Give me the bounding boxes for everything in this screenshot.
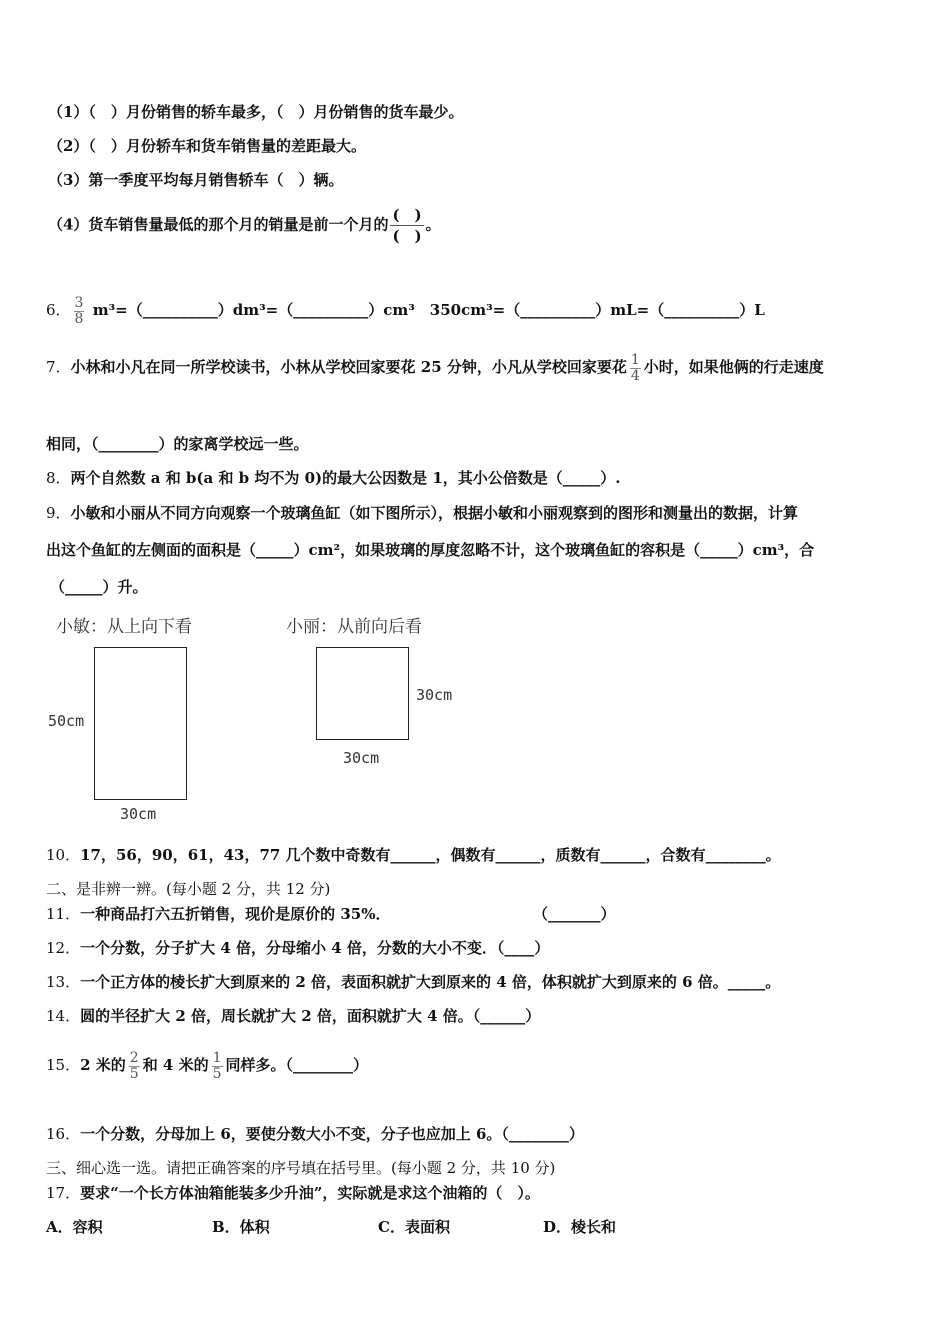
q7-line2: 相同，（________）的家离学校远一些。 xyxy=(46,435,309,453)
q11 xyxy=(46,904,390,924)
q13 xyxy=(46,972,780,992)
q10 xyxy=(46,845,781,865)
q17-number: 17． xyxy=(46,1184,81,1202)
q16-text: 一个分数，分母加上 6，要使分数大小不变，分子也应加上 6。（________） xyxy=(80,1125,584,1143)
q7-text-b: 小时，如果他俩的行走速度 xyxy=(643,358,824,376)
section-3-title: 三、细心选一选。请把正确答案的序号填在括号里。(每小题 2 分，共 10 分) xyxy=(46,1159,556,1177)
q14-number: 14． xyxy=(46,1007,81,1025)
q6-fraction xyxy=(74,296,85,327)
q5-sub4 xyxy=(48,205,441,246)
q11-number: 11． xyxy=(46,905,81,923)
q17-text: 要求“一个长方体油箱能装多少升油”，实际就是求这个油箱的（ ）。 xyxy=(80,1184,540,1202)
figure-right-caption: 小丽：从前向后看 xyxy=(286,617,422,637)
section-2-title: 二、是非辨一辨。(每小题 2 分，共 12 分) xyxy=(46,880,331,898)
q11-answer-blank: （_______） xyxy=(533,905,616,923)
figure-left-rectangle xyxy=(94,647,187,800)
fraction-numerator: ( ) xyxy=(392,206,422,224)
q5-sub3: （3）第一季度平均每月销售轿车（ ）辆。 xyxy=(48,171,344,189)
q14 xyxy=(46,1006,540,1026)
q10-number: 10． xyxy=(46,846,81,864)
q15-number: 15． xyxy=(46,1056,81,1074)
q12-number: 12． xyxy=(46,939,81,957)
figure-left-caption: 小敏：从上向下看 xyxy=(56,617,192,637)
q5-sub4-text: （4）货车销售量最低的那个月的销量是前一个月的 xyxy=(48,215,389,234)
figure-right-rectangle xyxy=(316,647,409,740)
fraction-numerator: 1 xyxy=(212,1049,222,1066)
q8-text: 两个自然数 a 和 b(a 和 b 均不为 0)的最大公因数是 1，其小公倍数是（_____）. xyxy=(70,469,621,487)
q9-text-1: 小敏和小丽从不同方向观察一个玻璃鱼缸（如下图所示），根据小敏和小丽观察到的图形和测量出的数据，计算 xyxy=(70,504,799,522)
figure-left-height-label: 50cm xyxy=(48,712,85,730)
q8 xyxy=(46,468,621,488)
q10-text: 17，56，90，61，43，77 几个数中奇数有______，偶数有______，质数有______，合数有________。 xyxy=(80,846,781,864)
q9-line1 xyxy=(46,503,798,523)
q11-text: 一种商品打六五折销售，现价是原价的 35%． xyxy=(80,905,391,923)
q15-fraction-2 xyxy=(212,1051,223,1082)
q5-sub1: （1）（ ）月份销售的轿车最多，（ ）月份销售的货车最少。 xyxy=(48,103,464,121)
q7-number: 7． xyxy=(46,358,71,376)
fraction-numerator: 3 xyxy=(74,294,84,311)
q17-option-a: A．容积 xyxy=(46,1218,103,1236)
fraction-denominator: 8 xyxy=(74,310,84,327)
q15 xyxy=(46,1045,368,1085)
q15-text-b: 和 4 米的 xyxy=(142,1056,209,1074)
q9-number: 9． xyxy=(46,504,71,522)
q13-text: 一个正方体的棱长扩大到原来的 2 倍，表面积就扩大到原来的 4 倍，体积就扩大到原来的 6 倍。_____。 xyxy=(80,973,781,991)
q17-option-c: C．表面积 xyxy=(378,1218,450,1236)
q6 xyxy=(46,291,765,329)
q15-text-c: 同样多。（________） xyxy=(225,1056,369,1074)
fraction-denominator: 5 xyxy=(212,1065,222,1082)
fraction-denominator: 4 xyxy=(630,367,640,384)
q5-sub4-end: 。 xyxy=(425,215,441,234)
q13-number: 13． xyxy=(46,973,81,991)
fraction-denominator: ( ) xyxy=(392,227,422,245)
q15-text-a: 2 米的 xyxy=(80,1056,126,1074)
q14-text: 圆的半径扩大 2 倍，周长就扩大 2 倍，面积就扩大 4 倍。（______） xyxy=(80,1007,541,1025)
figure-right-width-label: 30cm xyxy=(343,749,380,767)
q16-number: 16． xyxy=(46,1125,81,1143)
q6-text: m³=（__________）dm³=（__________）cm³ 350cm³=（__________）mL=（__________）L xyxy=(92,301,765,319)
q6-number: 6． xyxy=(46,301,71,319)
q12-text: 一个分数，分子扩大 4 倍，分母缩小 4 倍，分数的大小不变．（____） xyxy=(80,939,550,957)
q7-line1 xyxy=(46,347,824,387)
q17-option-d: D．棱长和 xyxy=(543,1218,617,1236)
q9-line3: （_____）升。 xyxy=(50,578,148,596)
q8-number: 8． xyxy=(46,469,71,487)
q15-fraction-1 xyxy=(129,1051,140,1082)
fraction-denominator: 5 xyxy=(129,1065,139,1082)
figure-left-width-label: 30cm xyxy=(120,805,157,823)
q9-line2: 出这个鱼缸的左侧面的面积是（_____）cm²，如果玻璃的厚度忽略不计，这个玻璃鱼缸的容积是（_____）cm³，合 xyxy=(46,541,815,559)
q5-sub2: （2）（ ）月份轿车和货车销售量的差距最大。 xyxy=(48,137,366,155)
q17 xyxy=(46,1183,540,1203)
fraction-numerator: 1 xyxy=(630,351,640,368)
q16 xyxy=(46,1124,584,1144)
q5-sub4-fraction xyxy=(390,205,423,246)
fraction-numerator: 2 xyxy=(129,1049,139,1066)
q7-text-a: 小林和小凡在同一所学校读书，小林从学校回家要花 25 分钟，小凡从学校回家要花 xyxy=(70,358,627,376)
q7-fraction xyxy=(630,353,641,384)
q17-option-b: B．体积 xyxy=(212,1218,270,1236)
figure-right-height-label: 30cm xyxy=(416,686,453,704)
q12 xyxy=(46,938,549,958)
